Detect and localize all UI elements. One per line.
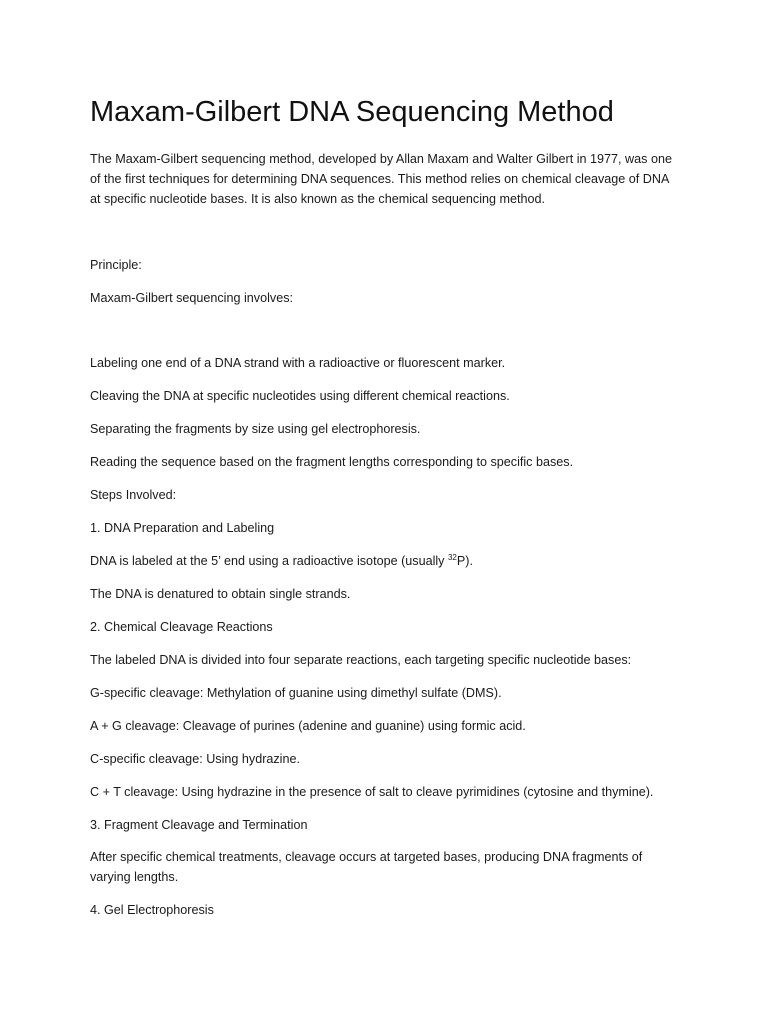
step2-item-4: C + T cleavage: Using hydrazine in the presence of salt to cleave pyrimidines (cytosine and thymine). <box>90 785 654 799</box>
principle-item-3: Separating the fragments by size using gel electrophoresis. <box>90 422 421 436</box>
intro-line-2: of the first techniques for determining DNA sequences. This method relies on chemical cleavage of DNA <box>90 172 670 186</box>
step1-text-1-after: P). <box>456 554 473 568</box>
step4-heading: 4. Gel Electrophoresis <box>90 903 214 917</box>
intro-line-1: The Maxam-Gilbert sequencing method, developed by Allan Maxam and Walter Gilbert in 1977, was one <box>90 152 672 166</box>
step2-intro: The labeled DNA is divided into four separate reactions, each targeting specific nucleotide bases: <box>90 653 632 667</box>
document-title: Maxam-Gilbert DNA Sequencing Method <box>90 96 614 128</box>
step1-text-1 <box>90 551 690 571</box>
step2-item-2: A + G cleavage: Cleavage of purines (adenine and guanine) using formic acid. <box>90 719 526 733</box>
step3-heading: 3. Fragment Cleavage and Termination <box>90 818 308 832</box>
principle-item-1: Labeling one end of a DNA strand with a radioactive or fluorescent marker. <box>90 356 506 370</box>
step1-text-1-before: DNA is labeled at the 5’ end using a radioactive isotope (usually <box>90 554 448 568</box>
step1-heading: 1. DNA Preparation and Labeling <box>90 521 275 535</box>
isotope-superscript: 32 <box>447 552 457 562</box>
principle-heading: Principle: <box>90 258 142 272</box>
step2-item-1: G-specific cleavage: Methylation of guanine using dimethyl sulfate (DMS). <box>90 686 502 700</box>
principle-item-2: Cleaving the DNA at specific nucleotides using different chemical reactions. <box>90 389 510 403</box>
step2-item-3: C-specific cleavage: Using hydrazine. <box>90 752 300 766</box>
step1-text-2: The DNA is denatured to obtain single strands. <box>90 587 351 601</box>
step2-heading: 2. Chemical Cleavage Reactions <box>90 620 273 634</box>
steps-heading: Steps Involved: <box>90 488 177 502</box>
principle-item-4: Reading the sequence based on the fragment lengths corresponding to specific bases. <box>90 455 574 469</box>
intro-line-3: at specific nucleotide bases. It is also known as the chemical sequencing method. <box>90 192 546 206</box>
principle-intro: Maxam-Gilbert sequencing involves: <box>90 291 293 305</box>
step3-text-line-2: varying lengths. <box>90 870 179 884</box>
step3-text-line-1: After specific chemical treatments, cleavage occurs at targeted bases, producing DNA fragments of <box>90 850 643 864</box>
